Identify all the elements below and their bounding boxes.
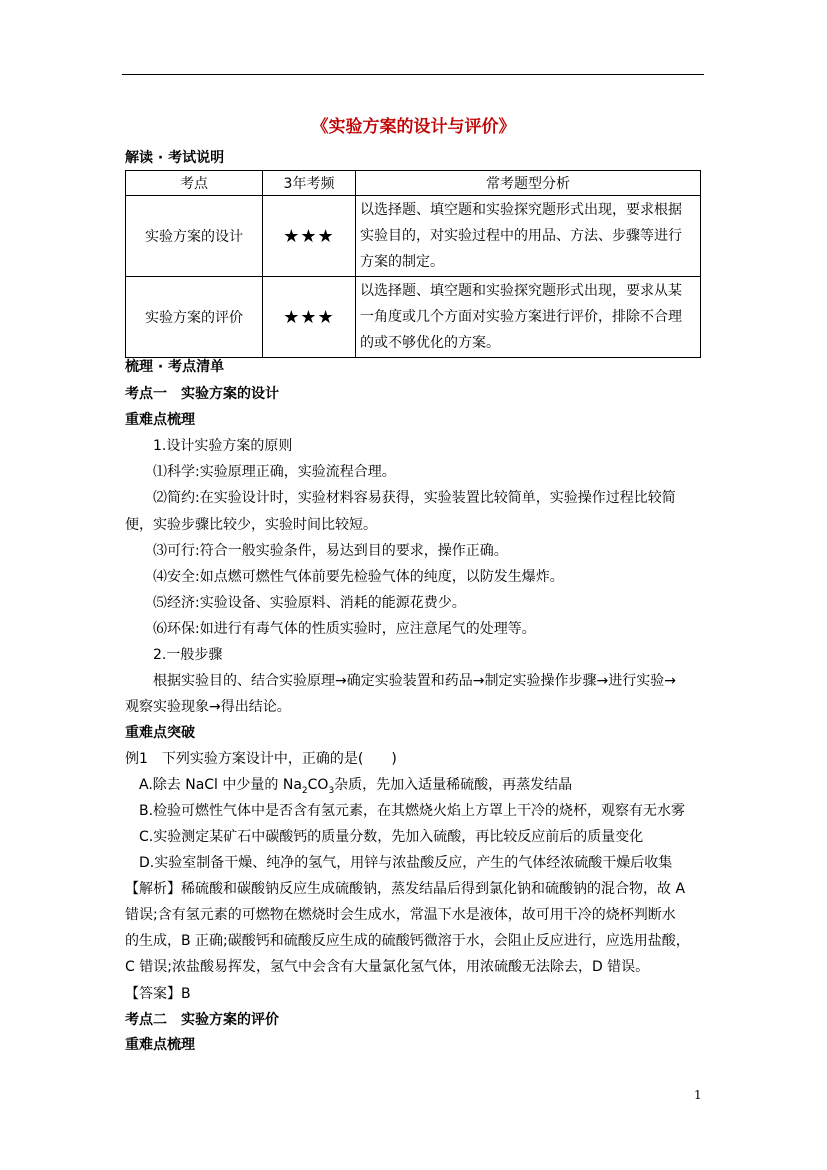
kp2-heading: 考点二 实验方案的评价	[125, 1012, 279, 1028]
analysis-text: C 错误;浓盐酸易挥发，氢气中会含有大量氯化氢气体，用浓硫酸无法除去，D 错误。	[125, 959, 650, 975]
header-analysis: 常考题型分析	[356, 171, 701, 196]
row-point: 实验方案的设计	[126, 196, 263, 277]
analysis-line: 方案的制定。	[360, 254, 444, 270]
option-a-text: A.除去 NaCl 中少量的 Na	[139, 777, 302, 793]
exam-table	[125, 170, 701, 358]
paragraph: ⑴科学:实验原理正确，实验流程合理。	[153, 464, 396, 480]
paragraph: ⑵简约:在实验设计时，实验材料容易获得，实验装置比较简单，实验操作过程比较简	[153, 490, 676, 506]
subscript: 3	[328, 785, 335, 796]
key-review-heading: 重难点梳理	[125, 412, 195, 428]
example-question: 例1 下列实验方案设计中，正确的是( )	[125, 751, 397, 767]
paragraph: 根据实验目的、结合实验原理→确定实验装置和药品→制定实验操作步骤→进行实验→	[153, 673, 676, 689]
table-row	[126, 196, 701, 277]
paragraph: ⑶可行:符合一般实验条件，易达到目的要求，操作正确。	[153, 543, 508, 559]
key-review-heading-2: 重难点梳理	[125, 1037, 195, 1053]
paragraph: 2.一般步骤	[153, 647, 223, 663]
analysis-text: 【解析】稀硫酸和碳酸钠反应生成硫酸钠，蒸发结晶后得到氯化钠和硫酸钠的混合物，故 A	[125, 881, 686, 897]
option-a-text: 杂质，先加入适量稀硫酸，再蒸发结晶	[334, 777, 573, 793]
paragraph: ⑹环保:如进行有毒气体的性质实验时，应注意尾气的处理等。	[153, 621, 536, 637]
row-analysis	[356, 277, 701, 358]
page-number: 1	[694, 1088, 702, 1102]
analysis-text: 的生成，B 正确;碳酸钙和硫酸反应生成的硫酸钙微溶于水，会阻止反应进行，应选用盐酸，	[125, 933, 690, 949]
option-a-text: CO	[307, 777, 329, 793]
table-header-row	[126, 171, 701, 196]
option-a	[139, 774, 572, 796]
header-point: 考点	[126, 171, 263, 196]
subscript: 2	[301, 785, 308, 796]
paragraph: ⑸经济:实验设备、实验原料、消耗的能源花费少。	[153, 595, 466, 611]
analysis-line: 实验目的，对实验过程中的用品、方法、步骤等进行	[360, 228, 682, 244]
paragraph: 1.设计实验方案的原则	[153, 438, 293, 454]
row-point: 实验方案的评价	[126, 277, 263, 358]
analysis-line: 一角度或几个方面对实验方案进行评价，排除不合理	[360, 309, 682, 325]
analysis-line: 以选择题、填空题和实验探究题形式出现，要求从某	[360, 283, 682, 299]
paragraph: 观察实验现象→得出结论。	[125, 699, 291, 715]
frequency-stars: ★★★	[263, 277, 356, 358]
analysis-line: 的或不够优化的方案。	[360, 335, 500, 351]
analysis-text: 错误;含有氢元素的可燃物在燃烧时会生成水，常温下水是液体，故可用干冷的烧杯判断水	[125, 907, 676, 923]
breakthrough-heading: 重难点突破	[125, 725, 195, 741]
header-rule	[122, 74, 704, 75]
header-frequency: 3年考频	[263, 171, 356, 196]
table-row	[126, 277, 701, 358]
row-analysis	[356, 196, 701, 277]
kp1-heading: 考点一 实验方案的设计	[125, 386, 279, 402]
frequency-stars: ★★★	[263, 196, 356, 277]
option-b: B.检验可燃性气体中是否含有氢元素，在其燃烧火焰上方罩上干冷的烧杯，观察有无水雾	[139, 803, 686, 819]
analysis-line: 以选择题、填空题和实验探究题形式出现，要求根据	[360, 202, 682, 218]
paragraph: 便，实验步骤比较少，实验时间比较短。	[125, 517, 377, 533]
paragraph: ⑷安全:如点燃可燃性气体前要先检验气体的纯度，以防发生爆炸。	[153, 569, 564, 585]
option-c: C.实验测定某矿石中碳酸钙的质量分数，先加入硫酸，再比较反应前后的质量变化	[139, 829, 644, 845]
answer-text: 【答案】B	[125, 986, 191, 1002]
option-d: D.实验室制备干燥、纯净的氢气，用锌与浓盐酸反应，产生的气体经浓硫酸干燥后收集	[139, 855, 673, 871]
section-reading-heading: 解读 · 考试说明	[125, 150, 225, 166]
page-title: 《实验方案的设计与评价》	[311, 117, 516, 137]
section-sorting-heading: 梳理 · 考点清单	[125, 359, 225, 375]
